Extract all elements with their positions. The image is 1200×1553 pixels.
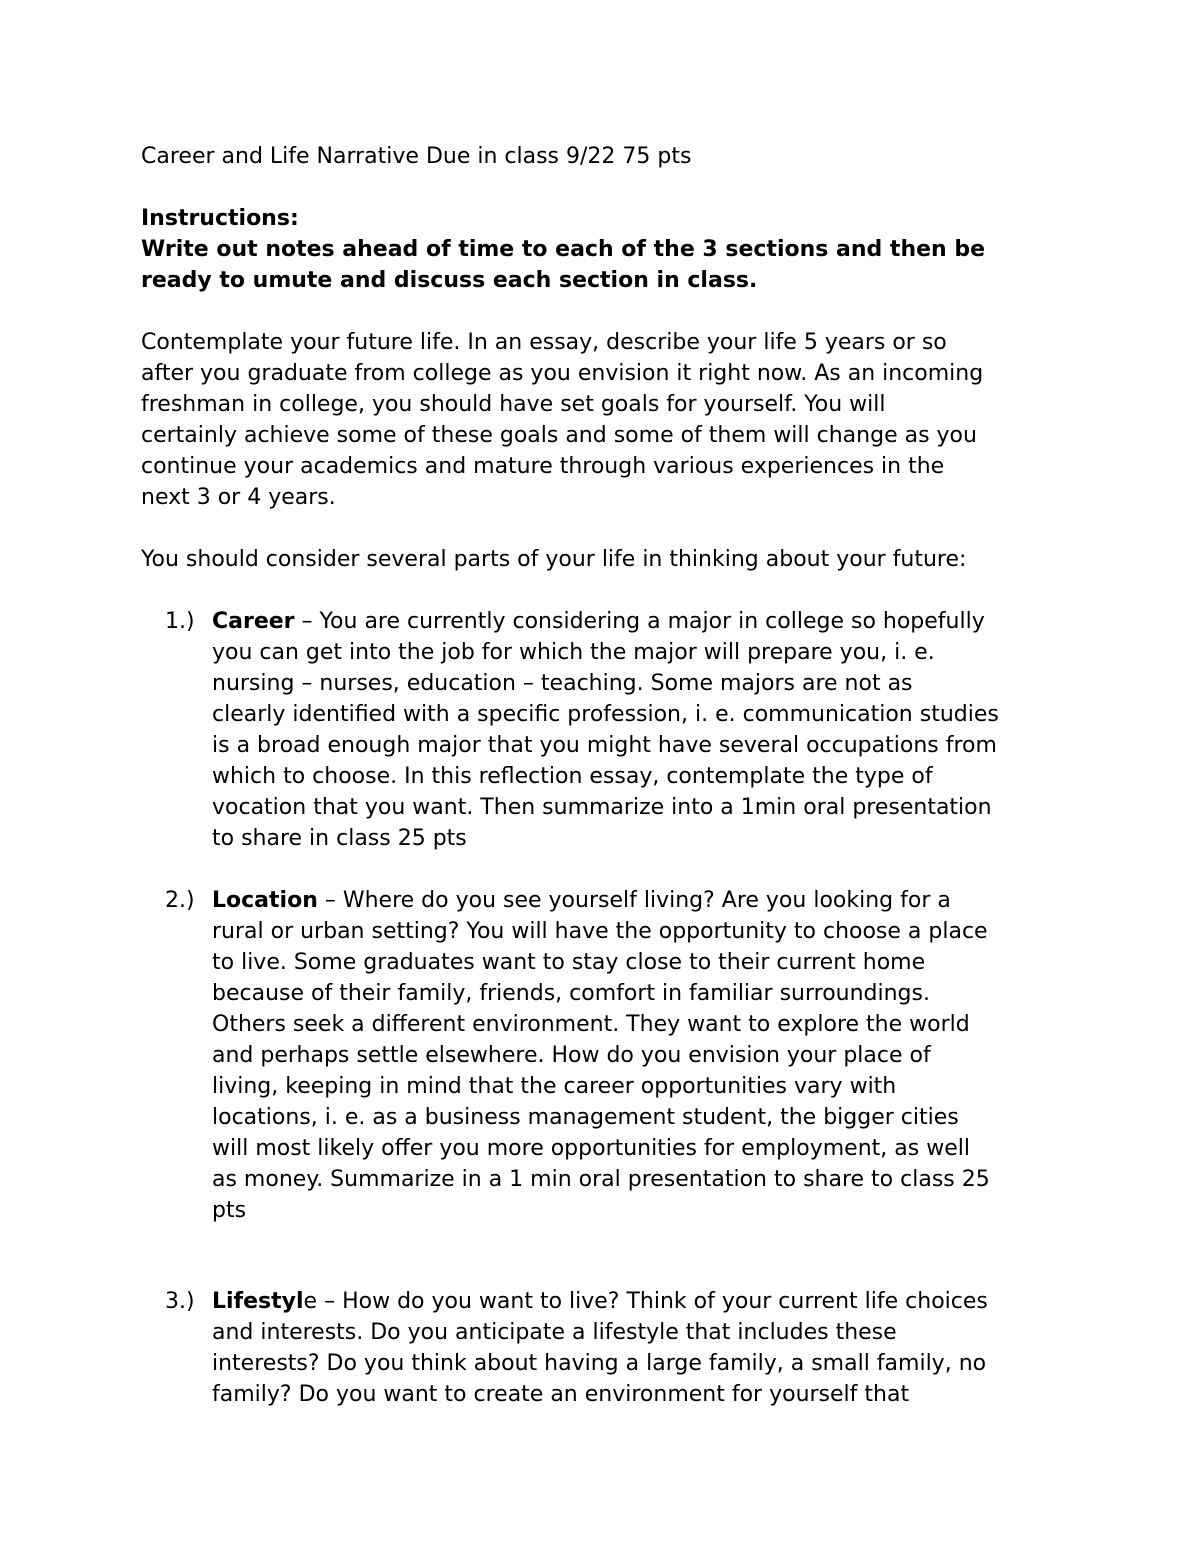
section-line: vocation that you want. Then summarize into a 1min oral presentation xyxy=(212,795,992,820)
paragraph-line: certainly achieve some of these goals and some of them will change as you xyxy=(141,423,977,448)
spacer xyxy=(141,1226,1071,1286)
section-line: to live. Some graduates want to stay close to their current home xyxy=(212,950,926,975)
paragraph-line: continue your academics and mature through various experiences in the xyxy=(141,454,945,479)
instructions-heading: Instructions: xyxy=(141,206,299,231)
document-body xyxy=(141,141,1071,1410)
section-line: as money. Summarize in a 1 min oral presentation to share to class 25 xyxy=(212,1167,990,1192)
section-first-line-text: – How do you want to live? Think of your current life choices xyxy=(317,1289,988,1314)
spacer xyxy=(141,513,1071,544)
section-line: to share in class 25 pts xyxy=(212,826,467,851)
paragraph-line: next 3 or 4 years. xyxy=(141,485,336,510)
section-location xyxy=(141,885,1071,1226)
section-career xyxy=(141,606,1071,854)
paragraph-line: freshman in college, you should have set goals for yourself. You will xyxy=(141,392,886,417)
intro-paragraph xyxy=(141,327,1071,513)
section-first-line xyxy=(212,885,1071,916)
section-lifestyle xyxy=(141,1286,1071,1410)
section-first-line xyxy=(212,606,1071,637)
instructions-line: ready to umute and discuss each section in class. xyxy=(141,268,758,293)
section-line: living, keeping in mind that the career opportunities vary with xyxy=(212,1074,897,1099)
section-body xyxy=(212,1286,1071,1410)
title-line: Career and Life Narrative Due in class 9/22 75 pts xyxy=(141,144,692,169)
instructions-line: Write out notes ahead of time to each of the 3 sections and then be xyxy=(141,237,986,262)
section-line: and perhaps settle elsewhere. How do you envision your place of xyxy=(212,1043,931,1068)
section-body xyxy=(212,606,1071,854)
section-line: is a broad enough major that you might have several occupations from xyxy=(212,733,997,758)
spacer xyxy=(141,296,1071,327)
section-line: pts xyxy=(212,1198,247,1223)
section-line: locations, i. e. as a business management student, the bigger cities xyxy=(212,1105,959,1130)
spacer xyxy=(141,575,1071,606)
section-line: clearly identified with a specific profession, i. e. communication studies xyxy=(212,702,999,727)
section-line: which to choose. In this reflection essay, contemplate the type of xyxy=(212,764,933,789)
paragraph-line: after you graduate from college as you envision it right now. As an incoming xyxy=(141,361,984,386)
section-line: because of their family, friends, comfort in familiar surroundings. xyxy=(212,981,930,1006)
section-line: nursing – nurses, education – teaching. Some majors are not as xyxy=(212,671,913,696)
section-label-tail: e xyxy=(303,1289,318,1314)
section-line: family? Do you want to create an environment for yourself that xyxy=(212,1382,910,1407)
list-number: 2.) xyxy=(165,888,195,913)
section-body xyxy=(212,885,1071,1226)
section-first-line-text: – You are currently considering a major in college so hopefully xyxy=(294,609,985,634)
section-line: you can get into the job for which the major will prepare you, i. e. xyxy=(212,640,935,665)
section-line: Others seek a different environment. They want to explore the world xyxy=(212,1012,970,1037)
section-line: rural or urban setting? You will have the opportunity to choose a place xyxy=(212,919,988,944)
section-line: interests? Do you think about having a large family, a small family, no xyxy=(212,1351,987,1376)
section-label: Career xyxy=(212,609,295,634)
section-first-line-text: – Where do you see yourself living? Are you looking for a xyxy=(317,888,951,913)
spacer xyxy=(141,172,1071,203)
section-label: Location xyxy=(212,888,318,913)
section-label: Lifestyl xyxy=(212,1289,304,1314)
section-line: and interests. Do you anticipate a lifestyle that includes these xyxy=(212,1320,897,1345)
paragraph-line: Contemplate your future life. In an essay, describe your life 5 years or so xyxy=(141,330,947,355)
section-first-line xyxy=(212,1286,1071,1317)
consider-line: You should consider several parts of your life in thinking about your future: xyxy=(141,547,967,572)
list-number: 1.) xyxy=(165,609,195,634)
section-line: will most likely offer you more opportunities for employment, as well xyxy=(212,1136,970,1161)
spacer xyxy=(141,854,1071,885)
list-number: 3.) xyxy=(165,1289,195,1314)
